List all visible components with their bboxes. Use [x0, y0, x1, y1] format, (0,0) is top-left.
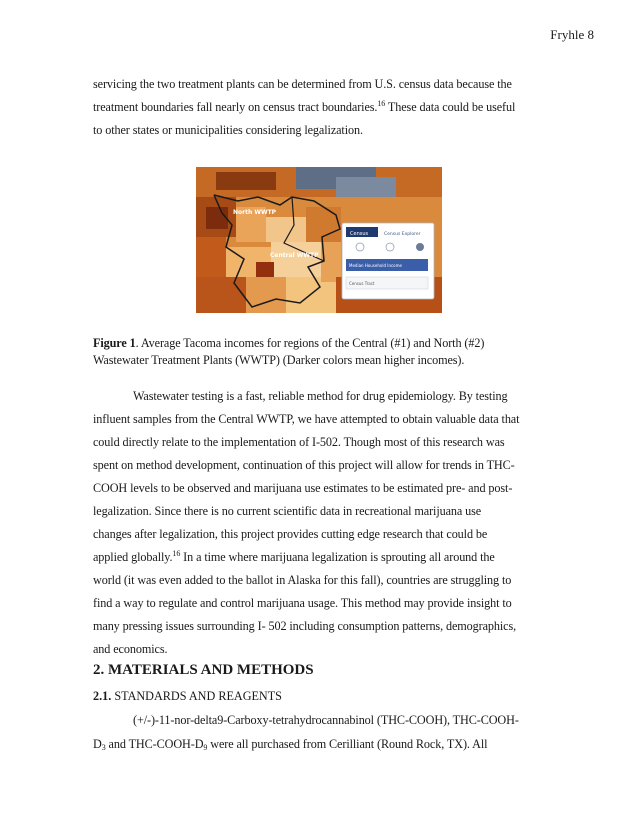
panel-brand: Census — [350, 231, 369, 237]
para3-line-2 — [93, 737, 487, 752]
para2-line-1: Wastewater testing is a fast, reliable method for drug epidemiology. By testing — [133, 389, 508, 403]
panel-title: Census Explorer — [384, 232, 421, 237]
page-header: Fryhle 8 — [550, 27, 594, 42]
para2-line-8 — [93, 550, 495, 565]
intro-line-2-tail: These data could be useful — [385, 100, 516, 114]
subsection-title: STANDARDS AND REAGENTS — [111, 689, 282, 703]
subsection-heading — [93, 689, 282, 704]
para2-line-4: spent on method development, continuation of this project will allow for trends in THC- — [93, 458, 515, 472]
para2-line-8-text: applied globally. — [93, 550, 173, 564]
intro-line-1: servicing the two treatment plants can be determined from U.S. census data because the — [93, 77, 512, 91]
map-label-central: Central WWTP — [270, 252, 319, 259]
section-heading: 2. MATERIALS AND METHODS — [93, 662, 314, 678]
tacoma-income-map — [196, 167, 442, 313]
para3-sub-9: 9 — [203, 743, 208, 752]
para2-line-11: many pressing issues surrounding I- 502 including consumption patterns, demographics, — [93, 619, 517, 633]
subsection-number: 2.1. — [93, 689, 112, 703]
intro-line-3: to other states or municipalities considering legalization. — [93, 123, 363, 137]
figure-label: Figure 1 — [93, 336, 136, 350]
map-label-north: North WWTP — [233, 209, 277, 216]
para2-line-7: changes after legalization, this project provides cutting edge research that could be — [93, 527, 488, 541]
figure-caption-line-1 — [93, 336, 484, 351]
para2-line-8-tail: In a time where marijuana legalization is sprouting all around the — [180, 550, 495, 564]
panel-select: Median Household Income — [349, 263, 402, 268]
citation-16b: 16 — [172, 549, 181, 558]
para3-d: D — [93, 737, 102, 751]
intro-line-2 — [93, 100, 515, 115]
caption-text-1: . Average Tacoma incomes for regions of the Central (#1) and North (#2) — [135, 336, 485, 350]
para2-line-9: world (it was even added to the ballot in Alaska for this fall), countries are struggling to — [93, 573, 512, 587]
para2-line-6: legalization. Since there is no current scientific data in recreational marijuana use — [93, 504, 482, 518]
intro-line-2-text: treatment boundaries fall nearly on census tract boundaries. — [93, 100, 378, 114]
figure-caption-line-2: Wastewater Treatment Plants (WWTP) (Darker colors mean higher incomes). — [93, 353, 465, 367]
para3-sub-3: 3 — [101, 743, 106, 752]
para3-tail: were all purchased from Cerilliant (Round Rock, TX). All — [207, 737, 488, 751]
para3-mid: and THC-COOH-D — [105, 737, 204, 751]
para3-line-1: (+/-)-11-nor-delta9-Carboxy-tetrahydrocannabinol (THC-COOH), THC-COOH- — [133, 713, 519, 727]
panel-foot: Census Tract — [349, 281, 375, 286]
para2-line-3: could directly relate to the implementation of I-502. Though most of this research was — [93, 435, 505, 449]
para2-line-5: COOH levels to be observed and marijuana use estimates to be estimated pre- and post- — [93, 481, 513, 495]
para2-line-12: and economics. — [93, 642, 168, 656]
citation-16: 16 — [377, 99, 386, 108]
para2-line-10: find a way to regulate and control marijuana usage. This method may provide insight to — [93, 596, 512, 610]
para2-line-2: influent samples from the Central WWTP, we have attempted to obtain valuable data that — [93, 412, 520, 426]
